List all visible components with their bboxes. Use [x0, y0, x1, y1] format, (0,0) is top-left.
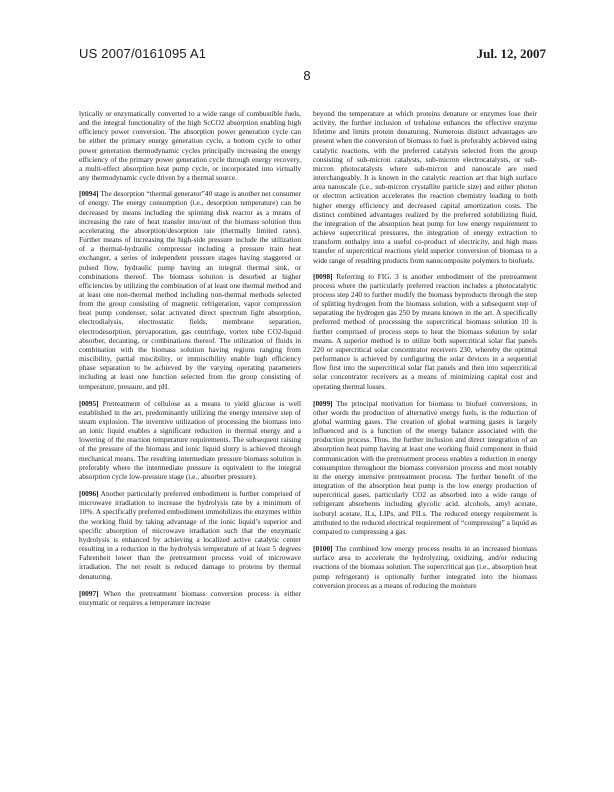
paragraph-text: Pretreatment of cellulose as a means to yield glucose is well established in the art, predominantly utilizing the energy intensive step of steam explosion. The inventive utilization of processing the biomass into an ionic liquid enables a significant reduction in thermal energy and a lowering of the reaction temperature requirements. The subsequent raising of the pressure of the biomass and ionic liquid slurry is achieved through mechanical means. The resulting intermediate pressure biomass solution is preferably where the intermediate pressure is equivalent to the integral absorption cycle low-pressure stage (i.e., absorber pressure). [79, 398, 301, 481]
left-column [79, 109, 301, 615]
paragraph-0099 [313, 399, 537, 536]
paragraph-0094 [79, 189, 301, 390]
paragraph-0098 [313, 272, 537, 391]
paragraph-number: [0096] [79, 489, 99, 499]
paragraph-number: [0099] [313, 398, 333, 408]
publication-date: Jul. 12, 2007 [476, 46, 546, 61]
paragraph-number: [0100] [313, 544, 333, 554]
paragraph-number: [0097] [79, 588, 99, 598]
paragraph-text: Referring to FIG. 3 is another embodiment of the pretreatment process where the particularly preferred reaction includes a photocatalytic process step 240 to further modify the biomass byproducts through the step of splitting hydrogen from the biomass solution, with a subsequent step of separating the hydrogen gas 250 by means known in the art. A specifically preferred method of processing the supercritical biomass solution 10 is further comprised of process steps to heat the biomass solution by solar means. A superior method is to utilize both supercritical solar flat panels 220 or supercritical solar concentrator receivers 230, whereby the optimal performance is achieved by configuring the solar devices in a sequential flow first into the supercritical solar flat panels and then into supercritical solar concentrator receivers as a means of minimizing capital cost and operating thermal losses. [313, 271, 537, 391]
paragraph-number: [0094] [79, 189, 99, 199]
paragraph-number: [0098] [313, 271, 333, 281]
paragraph-text: The principal motivation for biomass to biofuel conversions, in other words the production of alternative energy fuels, is the reduction of global warming gases. The creation of global warming gases is largely influenced and is a function of the energy balance associated with the production process. Thus, the further inclusion and direct integration of an absorption heat pump having at least one working fluid component in fluid communication with the pretreatment process enables a reduction in energy consumption throughout the biomass conversion process and most notably in the energy intensive pretreatment process. The further benefit of the integration of the absorption heat pump is the low energy production of supercritical gases, particularly CO2 as absorbed into a wide range of refrigerant absorbents including glycolic acid, alcohols, amyl acetate, isobutyl acetate, ILs, LIPs, and PILs. The reduced energy requirement is attributed to the reduced electrical requirement of “compressing” a liquid as compared to compressing a gas. [313, 398, 537, 536]
paragraph-text: Another particularly preferred embodiment is further comprised of microwave irradiation to increase the hydrolysis rate by a minimum of 10%. A specifically preferred embodiment immobilizes the enzymes within the working fluid by taking advantage of the ionic liquid’s superior and specific absorption of microwave irradiation such that the enzymatic hydrolysis is enhanced by achieving a localized active catalytic center resulting in a reduction in the hydrolysis temperature of at least 5 degrees Fahrenheit lower than the pretreatment process void of microwave irradiation. The net result is reduced damage to proteins by thermal denaturing. [79, 489, 301, 581]
paragraph-text: When the pretreatment biomass conversion process is either enzymatic or requires a temperature increase [79, 588, 301, 607]
paragraph-text: The combined low energy process results in an increased biomass surface area to accelerate the hydrolyzing, oxidizing, and/or reducing reactions of the biomass solution. The supercritical gas (i.e., absorption heat pump refrigerant) is optionally further integrated into the biomass conversion process as a means of reducing the moisture [313, 544, 537, 590]
paragraph-text: lytically or enzymatically converted to a wide range of combustible fuels, and the integral functionality of the high ScCO2 absorption enabling high efficiency power conversion. The absorption power generation cycle can be either the primary energy generation cycle, a bottom cycle to other power generation thermodynamic cycles principally increasing the energy efficiency of the primary power generation cycle through energy recovery, a multi-effect absorption heat pump cycle, or incorporated into virtually any thermodynamic cycle driven by a thermal source. [79, 109, 301, 183]
page-number: 8 [303, 68, 311, 83]
paragraph-0096 [79, 489, 301, 581]
paragraph-number: [0095] [79, 398, 99, 408]
right-column [313, 109, 537, 598]
paragraph-text: beyond the temperature at which proteins denature or enzymes lose their activity, the further inclusion of trehalose enhances the effective enzyme lifetime and limits protein denaturing. Numerous distinct advantages are present when the conversion of biomass to fuel is preferably achieved using catalytic reactions, with the preferred catalysts selected from the group consisting of sub-micron catalysts, sub-micron electrocatalysts, or sub-micron photocatalysts where sub-micron and nanoscale are used interchangeably. It is known in the catalytic reaction art that high surface area nanoscale (i.e., sub-micron crystallite particle size) and either photon or electron activation accelerates the reaction chemistry leading to both higher energy efficiency and decreased capital amortization costs. The distinct combined advantages realized by the preferred solubilizing fluid, the integration of the absorption heat pump for low energy requirement to achieve supercritical pressures, the integration of energy extraction to transform enthalpy into a useful co-product of electricity, and high mass transfer of supercritical reactions yield superior conversion of biomass to a wide range of resulting products from nanocomposite polymers to biofuels. [313, 109, 537, 265]
publication-number: US 2007/0161095 A1 [79, 46, 207, 61]
paragraph-0097 [79, 589, 301, 607]
paragraph-text: The desorption “thermal generator”40 stage is another net consumer of energy. The energy consumption (i.e., desorption temperature) can be decreased by means including the spinning disk reactor as a means of increasing the rate of heat transfer into/out of the biomass solution thus accelerating the absorption/desorption rate (thermally limited rates). Further means of increasing the high-side pressure include the utilization of a thermal-hydraulic compressor including a pressure train heat exchanger, a series of independent pressure stages having staggered or pulsed flow, hydraulic pump having an integral thermal sink, or combinations thereof. The biomass solution is desorbed at higher efficiencies by utilizing the combination of at least one thermal method and at least one non-thermal method including non-thermal methods selected from the group consisting of magnetic refrigeration, vapor compression heat pump condenser, solar activated direct spectrum light absorption, electrodialysis, electrostatic fields, membrane separation, electrodesorption, pervaporation, gas centrifuge, vortex tube CO2-liquid absorber, decanting, or combinations thereof. The utilization of fluids in combination with the biomass solution having regions ranging from miscibility, partial miscibility, or immiscibility enable high efficiency phase separation to be achieved by the varying operating parameters including at least one function selected from the group consisting of temperature, pressure, and pH. [79, 189, 301, 391]
paragraph-0100 [313, 544, 537, 590]
paragraph-continued [313, 109, 537, 265]
paragraph-continued [79, 109, 301, 182]
paragraph-0095 [79, 399, 301, 481]
